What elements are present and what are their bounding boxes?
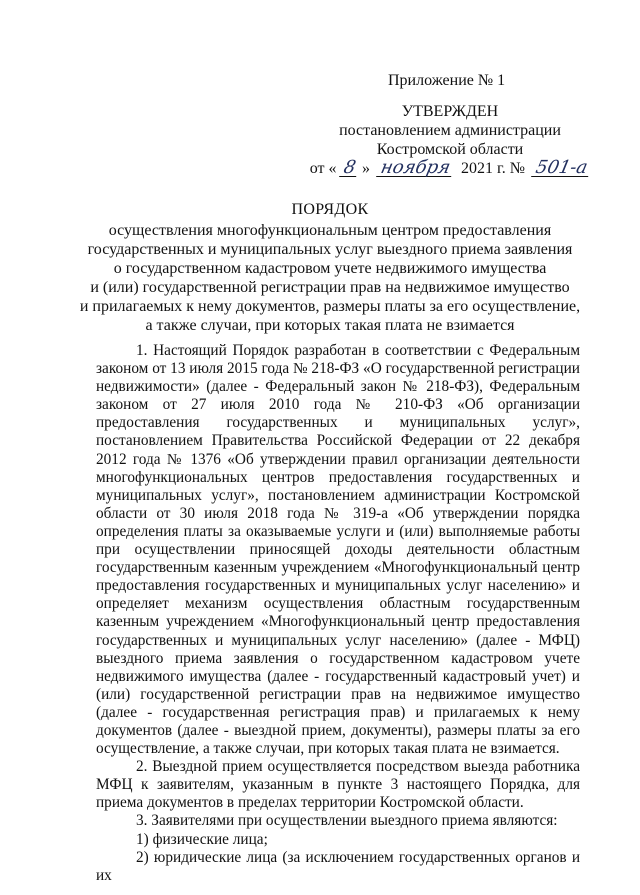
- date-quote-close: »: [361, 160, 370, 177]
- title-line: и прилагаемых к нему документов, размеры платы за его осуществление,: [79, 298, 581, 315]
- list-item-1: 1) физические лица;: [136, 830, 268, 848]
- title-line: осуществления многофункциональным центром предоставления: [108, 222, 552, 239]
- title-heading: ПОРЯДОК: [291, 201, 369, 218]
- list-item-2: 2) юридические лица (за исключением государственных органов и их: [96, 848, 580, 884]
- document-body: [96, 342, 580, 885]
- title-line: и (или) государственной регистрации прав на недвижимое имущество: [90, 279, 570, 296]
- paragraph-1: 1. Настоящий Порядок разработан в соответствии с Федеральным законом от 13 июля 2015 года № 218-ФЗ «О государственной регистрации недвижимости» (далее - Федеральный закон № 218-ФЗ), Федеральным законом от 27 июля 2010 года № 210-ФЗ «Об организации предоставления государственных и муниципальных услуг», постановлением Правительства Российской Федерации от 22 декабря 2012 года № 1376 «Об утверждении правил организации деятельности многофункциональных центров предоставления государственных и муниципальных услуг», постановлением администрации Костромской области от 30 июля 2018 года № 319-а «Об утверждении порядка определения платы за оказываемые услуги и (или) выполняемые работы при осуществлении приносящей доходы деятельности областным государственным казенным учреждением «Многофункциональный центр предоставления государственных и муниципальных услуг населению» и определяет механизм осуществления областным государственным казенным учреждением «Многофункциональный центр предоставления государственных и муниципальных услуг населению» (далее - МФЦ) выездного приема заявления о государственном кадастровом учете недвижимого имущества (далее - государственный кадастровый учет) и (или) государственной регистрации прав на недвижимое имущество (далее - государственная регистрация прав) и прилагаемых к нему документов (далее - выездной прием, документы), размеры платы за его осуществление, а также случаи, при которых такая плата не взимается.: [96, 342, 580, 758]
- appendix-label: Приложение № 1: [388, 72, 506, 89]
- title-line: о государственном кадастровом учете недвижимого имущества: [113, 260, 547, 277]
- approval-region: Костромской области: [376, 141, 524, 158]
- approval-date-line: [300, 159, 600, 178]
- paragraph-3: 3. Заявителями при осуществлении выездного приема являются:: [136, 812, 558, 830]
- date-prefix: от «: [309, 160, 337, 177]
- document-title: [40, 200, 620, 335]
- approval-by: постановлением администрации: [339, 122, 561, 139]
- approval-block: [300, 102, 600, 178]
- title-line: а также случаи, при которых такая плата не взимается: [145, 317, 515, 334]
- handwritten-day: 8: [339, 159, 360, 177]
- handwritten-number: 501-а: [531, 159, 592, 177]
- paragraph-2: 2. Выездной прием осуществляется посредством выезда работника МФЦ к заявителям, указанным в пункте 3 настоящего Порядка, для приема документов в пределах территории Костромской области.: [96, 758, 580, 812]
- date-year: 2021 г. №: [461, 160, 526, 177]
- title-line: государственных и муниципальных услуг выездного приема заявления: [87, 241, 573, 258]
- handwritten-month: ноября: [376, 159, 455, 177]
- approval-heading: УТВЕРЖДЕН: [401, 103, 499, 120]
